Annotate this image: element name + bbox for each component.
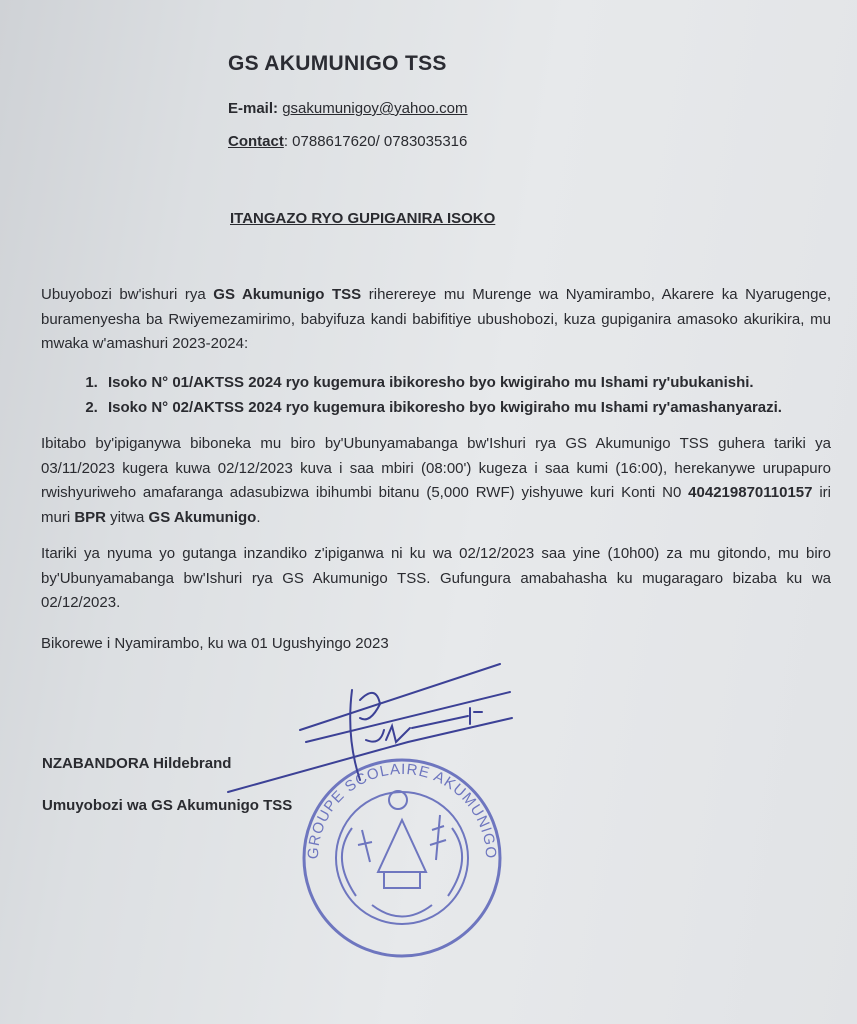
intro-text-2: riherereye mu Murenge wa Nyamirambo, Akarere ka Nyarugenge, buramenyesha ba Rwiyemezamirimo, babyifuza kandi babifitiye ubushobozi, kuza gupiganira amasoko akurikira, mu mwaka w'amashuri 2023-2024: bbox=[41, 286, 832, 352]
svg-text:GROUPE SCOLAIRE AKUMUNIGO bbox=[305, 761, 499, 860]
documents-text-1: Ibitabo by'ipiganywa biboneka mu biro by'Ubunyamabanga bw'Ishuri rya GS Akumunigo TSS guhera tariki ya 03/11/2023 kugera kuwa 02/12/2023 kuva i saa mbiri (08:00') kugeza i saa kumi (16:00), herekanywe urupapuro rwishyuriweho amafaranga adasubizwa ibihumbi bitanu (5,000 RWF) yishyuwe kuri Konti N0 bbox=[41, 435, 831, 501]
signer-name: NZABANDORA Hildebrand bbox=[42, 755, 232, 772]
signer-title: Umuyobozi wa GS Akumunigo TSS bbox=[42, 797, 293, 814]
school-name: GS AKUMUNIGO TSS bbox=[228, 52, 447, 75]
email-value: gsakumunigoy@yahoo.com bbox=[282, 100, 468, 117]
documents-text-3: yitwa bbox=[106, 508, 149, 526]
intro-text-1: Ubuyobozi bw'ishuri rya bbox=[41, 286, 214, 303]
documents-text-4: . bbox=[256, 508, 261, 526]
document-subject: ITANGAZO RYO GUPIGANIRA ISOKO bbox=[230, 210, 496, 227]
bank-name: BPR bbox=[74, 508, 107, 526]
official-stamp bbox=[304, 760, 500, 956]
intro-school-bold: GS Akumunigo TSS bbox=[213, 286, 362, 303]
account-number: 404219870110157 bbox=[688, 484, 813, 501]
contact-value: : 0788617620/ 0783035316 bbox=[283, 133, 468, 150]
contact-label: Contact bbox=[228, 133, 284, 150]
account-name: GS Akumunigo bbox=[148, 508, 257, 526]
stamp-text: GROUPE SCOLAIRE AKUMUNIGO bbox=[304, 760, 500, 860]
email-label: E-mail: bbox=[228, 100, 279, 117]
documents-text-2: iri muri bbox=[41, 484, 832, 526]
place-date: Bikorewe i Nyamirambo, ku wa 01 Ugushyingo 2023 bbox=[41, 635, 389, 652]
deadline-paragraph: Itariki ya nyuma yo gutanga inzandiko z'ipiganwa ni ku wa 02/12/2023 saa yine (10h00) za mu gitondo, mu biro by'Ubunyamabanga bw'Ishuri rya GS Akumunigo TSS. Gufungura amabahasha ku mugaragaro bizaba ku wa 02/12/2023. bbox=[41, 545, 831, 611]
coat-of-arms-icon bbox=[342, 791, 462, 917]
tender-item: 1. Isoko N° 01/AKTSS 2024 ryo kugemura ibikoresho byo kwigiraho mu Ishami ry'ubukanishi. bbox=[102, 370, 857, 395]
tender-item: 2. Isoko N° 02/AKTSS 2024 ryo kugemura ibikoresho byo kwigiraho mu Ishami ry'amashanyarazi. bbox=[102, 395, 857, 420]
